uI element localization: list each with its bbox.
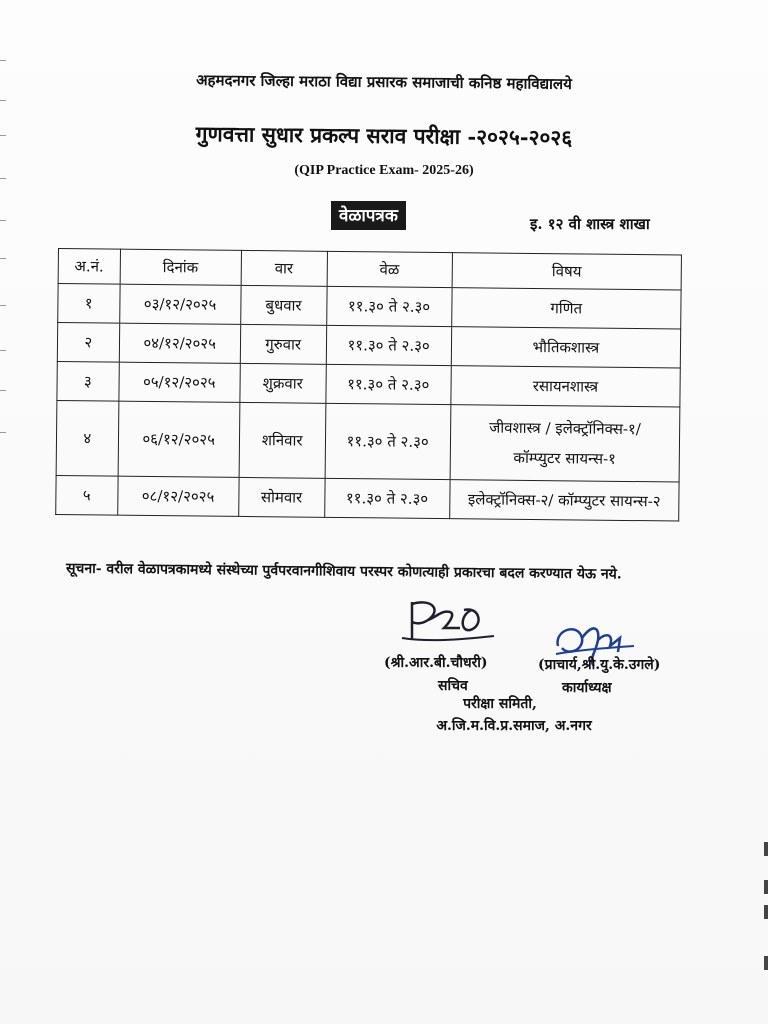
subject-line: भौतिकशास्त्र xyxy=(532,337,600,357)
header-serial-no: अ.नं. xyxy=(58,249,120,285)
exam-title-english: (QIP Practice Exam- 2025-26) xyxy=(294,163,474,178)
cell-day: गुरुवार xyxy=(240,324,326,364)
cell-serial-no: ३ xyxy=(57,361,119,401)
cell-serial-no: ४ xyxy=(56,400,118,476)
subject-line: जीवशास्त्र / इलेक्ट्रॉनिक्स-१/ xyxy=(489,418,641,439)
cell-time: ११.३० ते २.३० xyxy=(325,403,451,479)
subject-line: इलेक्ट्रॉनिक्स-२/ कॉम्प्युटर सायन्स-२ xyxy=(467,490,661,511)
committee-line-1: परीक्षा समिती, xyxy=(463,696,537,712)
cell-time: ११.३० ते २.३० xyxy=(326,286,452,326)
chair-role: कार्याध्यक्ष xyxy=(562,680,612,696)
cell-serial-no: २ xyxy=(57,323,119,363)
secretary-signature xyxy=(398,596,498,652)
header-time: वेळ xyxy=(327,251,453,287)
table-row xyxy=(57,323,680,369)
cell-day: शुक्रवार xyxy=(240,363,326,403)
institution-heading: अहमदनगर जिल्हा मराठा विद्या प्रसारक समाजाची कनिष्ठ महाविद्यालये xyxy=(196,71,572,93)
cell-date: ०८/१२/२०२५ xyxy=(117,476,239,516)
chair-name: (प्राचार्य,श्री.यु.के.उगले) xyxy=(538,657,661,673)
cell-date: ०५/१२/२०२५ xyxy=(118,362,240,402)
secretary-role: सचिव xyxy=(438,678,468,694)
committee-line-2: अ.जि.म.वि.प्र.समाज, अ.नगर xyxy=(436,718,592,734)
exam-schedule-table xyxy=(55,248,682,522)
cell-serial-no: ५ xyxy=(56,475,118,515)
cell-date: ०४/१२/२०२५ xyxy=(119,323,241,363)
table-row xyxy=(56,400,680,482)
cell-day: बुधवार xyxy=(240,285,326,325)
timetable-label: वेळापत्रक xyxy=(331,201,406,230)
cell-day: सोमवार xyxy=(238,477,324,517)
stream-label: इ. १२ वी शास्त्र शाखा xyxy=(530,215,650,233)
cell-time: ११.३० ते २.३० xyxy=(324,478,450,518)
cell-date: ०६/१२/२०२५ xyxy=(118,401,240,477)
cell-subject xyxy=(451,327,681,368)
subject-line: कॉम्प्युटर सायन्स-१ xyxy=(513,448,617,468)
secretary-name: (श्री.आर.बी.चौधरी) xyxy=(384,655,488,671)
cell-subject xyxy=(450,405,680,482)
exam-title: गुणवत्ता सुधार प्रकल्प सराव परीक्षा -२०२५-२०२६ xyxy=(195,121,573,150)
header-day: वार xyxy=(241,250,327,286)
cell-serial-no: १ xyxy=(58,284,120,324)
cell-time: ११.३० ते २.३० xyxy=(326,325,452,365)
cell-subject xyxy=(451,366,681,407)
table-row xyxy=(58,284,681,330)
cell-day: शनिवार xyxy=(239,402,326,478)
header-subject: विषय xyxy=(452,253,682,290)
cell-date: ०३/१२/२०२५ xyxy=(119,284,241,324)
cell-time: ११.३० ते २.३० xyxy=(325,364,451,404)
subject-line: रसायनशास्त्र xyxy=(532,376,599,396)
cell-subject xyxy=(449,480,679,521)
cell-subject xyxy=(451,288,681,329)
table-row xyxy=(56,475,679,521)
header-date: दिनांक xyxy=(120,249,242,285)
table-row xyxy=(57,361,680,407)
subject-line: गणित xyxy=(550,299,583,318)
notice-text: सूचना- वरील वेळापत्रकामध्ये संस्थेच्या पुर्वपरवानगीशिवाय परस्पर कोणत्याही प्रकारचा बदल करण्यात येऊ नये. xyxy=(65,560,622,583)
